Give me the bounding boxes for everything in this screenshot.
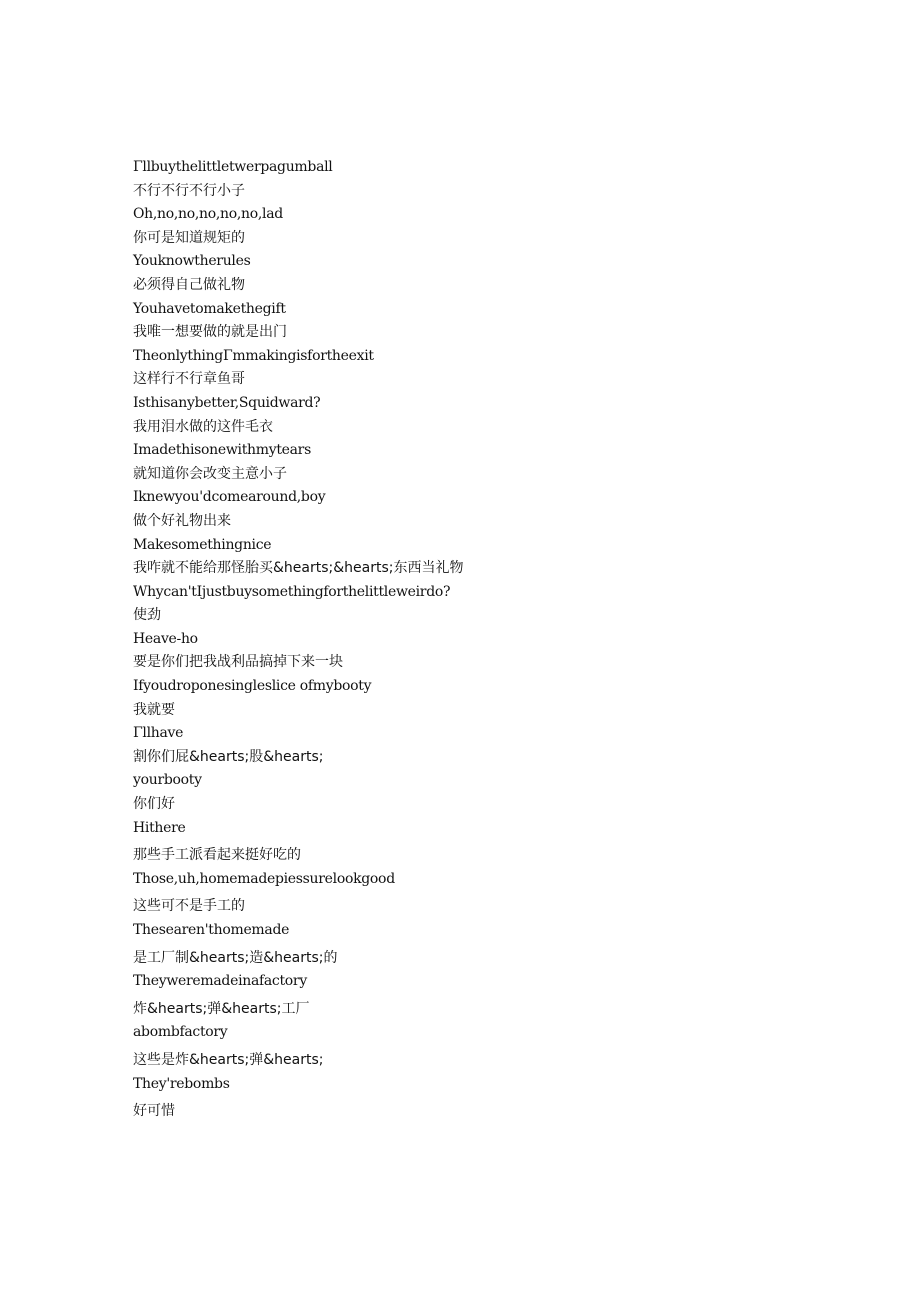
text-line: 这样行不行章鱼哥 — [133, 371, 245, 388]
text-line: 是工厂制&hearts;造&hearts;的 — [133, 949, 338, 966]
text-line: Whycan'tIjustbuysomethingforthelittleweirdo? — [133, 583, 451, 600]
text-line: 好可惜 — [133, 1103, 175, 1120]
text-line: Γllhave — [133, 725, 184, 742]
text-line: 那些手工派看起来挺好吃的 — [133, 847, 301, 864]
text-line: Heave-ho — [133, 630, 198, 647]
text-line: Γllbuythelittletwerpagumball — [133, 159, 333, 175]
text-line: 就知道你会改变主意小子 — [133, 465, 287, 482]
text-line: Iknewyou'dcomearound,boy — [133, 489, 326, 506]
text-line: 必须得自己做礼物 — [133, 276, 245, 293]
text-line: TheonlythingΓmmakingisfortheexit — [133, 347, 374, 364]
text-line: Youhavetomakethegift — [133, 300, 286, 317]
text-line: 做个好礼物出来 — [133, 512, 231, 529]
text-line: 炸&hearts;弹&hearts;工厂 — [133, 1000, 310, 1017]
text-line: 使劲 — [133, 607, 161, 624]
text-line: Those,uh,homemadepiessurelookgood — [133, 870, 395, 887]
text-line: 我用泪水做的这件毛衣 — [133, 418, 273, 435]
text-line: Theyweremadeinafactory — [133, 973, 307, 990]
text-line: 不行不行不行小子 — [133, 182, 245, 199]
text-line: Imadethisonewithmytears — [133, 442, 311, 459]
text-line: 你可是知道规矩的 — [133, 229, 245, 246]
text-line: yourbooty — [133, 772, 202, 789]
text-line: Isthisanybetter,Squidward? — [133, 394, 321, 411]
text-line: Hithere — [133, 819, 186, 836]
text-line: Oh,no,no,no,no,no,lad — [133, 206, 283, 223]
text-line: 割你们屁&hearts;股&hearts; — [133, 748, 324, 765]
text-line: 我唯一想要做的就是出门 — [133, 324, 287, 341]
text-line: Thesearen'thomemade — [133, 922, 290, 938]
text-line: 这些可不是手工的 — [133, 898, 245, 915]
text-line: 你们好 — [133, 796, 175, 813]
text-line: Ifyoudroponesingleslice ofmybooty — [133, 678, 372, 695]
text-line: 这些是炸&hearts;弹&hearts; — [133, 1051, 324, 1068]
text-line: 要是你们把我战利品搞掉下来一块 — [133, 654, 343, 671]
subtitle-text-block — [133, 156, 893, 1124]
text-line: They'rebombs — [133, 1075, 230, 1092]
text-line: Youknowtherules — [133, 253, 251, 270]
text-line: 我咋就不能给那怪胎买&hearts;&hearts;东西当礼物 — [133, 560, 464, 577]
text-line: Makesomethingnice — [133, 536, 272, 553]
text-line: 我就要 — [133, 701, 175, 718]
text-line: abombfactory — [133, 1024, 228, 1041]
